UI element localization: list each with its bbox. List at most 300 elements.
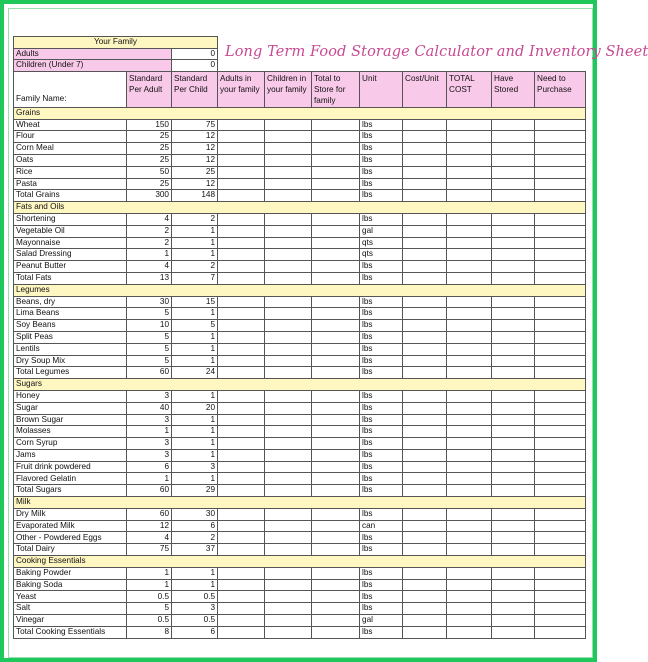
have-stored-cell[interactable] bbox=[492, 461, 535, 473]
children-in-family-cell[interactable] bbox=[265, 626, 312, 638]
cost-unit-cell[interactable] bbox=[403, 249, 447, 261]
cost-unit-cell[interactable] bbox=[403, 343, 447, 355]
total-to-store-cell[interactable] bbox=[312, 414, 360, 426]
children-in-family-cell[interactable] bbox=[265, 603, 312, 615]
need-to-purchase-cell[interactable] bbox=[535, 485, 586, 497]
have-stored-cell[interactable] bbox=[492, 190, 535, 202]
children-in-family-cell[interactable] bbox=[265, 343, 312, 355]
total-to-store-cell[interactable] bbox=[312, 367, 360, 379]
have-stored-cell[interactable] bbox=[492, 449, 535, 461]
adults-in-family-cell[interactable] bbox=[218, 579, 265, 591]
total-cost-cell[interactable] bbox=[447, 579, 492, 591]
children-in-family-cell[interactable] bbox=[265, 154, 312, 166]
adults-in-family-cell[interactable] bbox=[218, 213, 265, 225]
cost-unit-cell[interactable] bbox=[403, 308, 447, 320]
have-stored-cell[interactable] bbox=[492, 343, 535, 355]
adults-in-family-cell[interactable] bbox=[218, 296, 265, 308]
total-cost-cell[interactable] bbox=[447, 249, 492, 261]
adults-in-family-cell[interactable] bbox=[218, 461, 265, 473]
need-to-purchase-cell[interactable] bbox=[535, 213, 586, 225]
adults-in-family-cell[interactable] bbox=[218, 320, 265, 332]
have-stored-cell[interactable] bbox=[492, 414, 535, 426]
cost-unit-cell[interactable] bbox=[403, 320, 447, 332]
adults-in-family-cell[interactable] bbox=[218, 131, 265, 143]
total-cost-cell[interactable] bbox=[447, 178, 492, 190]
children-in-family-cell[interactable] bbox=[265, 296, 312, 308]
have-stored-cell[interactable] bbox=[492, 520, 535, 532]
need-to-purchase-cell[interactable] bbox=[535, 567, 586, 579]
need-to-purchase-cell[interactable] bbox=[535, 402, 586, 414]
have-stored-cell[interactable] bbox=[492, 131, 535, 143]
item-name: Baking Powder bbox=[14, 567, 127, 579]
children-in-family-cell[interactable] bbox=[265, 485, 312, 497]
total-cost-cell[interactable] bbox=[447, 567, 492, 579]
section-row bbox=[14, 107, 586, 119]
total-cost-cell[interactable] bbox=[447, 296, 492, 308]
adults-in-family-cell[interactable] bbox=[218, 367, 265, 379]
need-to-purchase-cell[interactable] bbox=[535, 579, 586, 591]
children-in-family-cell[interactable] bbox=[265, 213, 312, 225]
cost-unit-cell[interactable] bbox=[403, 473, 447, 485]
children-in-family-cell[interactable] bbox=[265, 237, 312, 249]
children-in-family-cell[interactable] bbox=[265, 143, 312, 155]
adults-in-family-cell[interactable] bbox=[218, 615, 265, 627]
total-cost-cell[interactable] bbox=[447, 402, 492, 414]
item-name: Dry Milk bbox=[14, 508, 127, 520]
unit-cell: lbs bbox=[360, 272, 403, 284]
children-in-family-cell[interactable] bbox=[265, 473, 312, 485]
cost-unit-cell[interactable] bbox=[403, 426, 447, 438]
need-to-purchase-cell[interactable] bbox=[535, 225, 586, 237]
have-stored-cell[interactable] bbox=[492, 390, 535, 402]
standard-adult-cell: 5 bbox=[127, 331, 172, 343]
cost-unit-cell[interactable] bbox=[403, 532, 447, 544]
total-to-store-cell[interactable] bbox=[312, 178, 360, 190]
standard-adult-cell: 25 bbox=[127, 143, 172, 155]
cost-unit-cell[interactable] bbox=[403, 579, 447, 591]
total-cost-cell[interactable] bbox=[447, 426, 492, 438]
total-to-store-cell[interactable] bbox=[312, 331, 360, 343]
total-cost-cell[interactable] bbox=[447, 154, 492, 166]
adults-in-family-cell[interactable] bbox=[218, 237, 265, 249]
total-to-store-cell[interactable] bbox=[312, 131, 360, 143]
have-stored-cell[interactable] bbox=[492, 261, 535, 273]
children-in-family-cell[interactable] bbox=[265, 615, 312, 627]
children-in-family-cell[interactable] bbox=[265, 249, 312, 261]
total-to-store-cell[interactable] bbox=[312, 261, 360, 273]
cost-unit-cell[interactable] bbox=[403, 591, 447, 603]
total-cost-cell[interactable] bbox=[447, 190, 492, 202]
total-cost-cell[interactable] bbox=[447, 532, 492, 544]
adults-in-family-cell[interactable] bbox=[218, 190, 265, 202]
total-to-store-cell[interactable] bbox=[312, 249, 360, 261]
standard-child-cell: 1 bbox=[172, 449, 218, 461]
need-to-purchase-cell[interactable] bbox=[535, 190, 586, 202]
total-cost-cell[interactable] bbox=[447, 166, 492, 178]
adults-in-family-cell[interactable] bbox=[218, 119, 265, 131]
adults-in-family-cell[interactable] bbox=[218, 308, 265, 320]
total-cost-cell[interactable] bbox=[447, 213, 492, 225]
total-to-store-cell[interactable] bbox=[312, 426, 360, 438]
adults-in-family-cell[interactable] bbox=[218, 414, 265, 426]
cost-unit-cell[interactable] bbox=[403, 367, 447, 379]
total-cost-cell[interactable] bbox=[447, 355, 492, 367]
total-to-store-cell[interactable] bbox=[312, 508, 360, 520]
children-in-family-cell[interactable] bbox=[265, 591, 312, 603]
need-to-purchase-cell[interactable] bbox=[535, 249, 586, 261]
need-to-purchase-cell[interactable] bbox=[535, 520, 586, 532]
cost-unit-cell[interactable] bbox=[403, 485, 447, 497]
have-stored-cell[interactable] bbox=[492, 249, 535, 261]
cost-unit-cell[interactable] bbox=[403, 178, 447, 190]
total-to-store-cell[interactable] bbox=[312, 296, 360, 308]
cost-unit-cell[interactable] bbox=[403, 119, 447, 131]
total-cost-cell[interactable] bbox=[447, 131, 492, 143]
need-to-purchase-cell[interactable] bbox=[535, 237, 586, 249]
cost-unit-cell[interactable] bbox=[403, 615, 447, 627]
have-stored-cell[interactable] bbox=[492, 213, 535, 225]
total-cost-cell[interactable] bbox=[447, 119, 492, 131]
item-name: Total Cooking Essentials bbox=[14, 626, 127, 638]
have-stored-cell[interactable] bbox=[492, 166, 535, 178]
adults-in-family-cell[interactable] bbox=[218, 508, 265, 520]
unit-cell: lbs bbox=[360, 308, 403, 320]
total-to-store-cell[interactable] bbox=[312, 591, 360, 603]
have-stored-cell[interactable] bbox=[492, 331, 535, 343]
children-in-family-cell[interactable] bbox=[265, 119, 312, 131]
adults-in-family-cell[interactable] bbox=[218, 449, 265, 461]
adults-in-family-cell[interactable] bbox=[218, 390, 265, 402]
have-stored-cell[interactable] bbox=[492, 355, 535, 367]
total-cost-cell[interactable] bbox=[447, 473, 492, 485]
total-to-store-cell[interactable] bbox=[312, 615, 360, 627]
need-to-purchase-cell[interactable] bbox=[535, 591, 586, 603]
total-cost-cell[interactable] bbox=[447, 461, 492, 473]
total-to-store-cell[interactable] bbox=[312, 320, 360, 332]
total-to-store-cell[interactable] bbox=[312, 225, 360, 237]
total-cost-cell[interactable] bbox=[447, 367, 492, 379]
cost-unit-cell[interactable] bbox=[403, 390, 447, 402]
total-cost-cell[interactable] bbox=[447, 544, 492, 556]
cost-unit-cell[interactable] bbox=[403, 331, 447, 343]
total-cost-cell[interactable] bbox=[447, 331, 492, 343]
cost-unit-cell[interactable] bbox=[403, 603, 447, 615]
have-stored-cell[interactable] bbox=[492, 579, 535, 591]
need-to-purchase-cell[interactable] bbox=[535, 426, 586, 438]
adults-in-family-cell[interactable] bbox=[218, 261, 265, 273]
total-to-store-cell[interactable] bbox=[312, 520, 360, 532]
total-to-store-cell[interactable] bbox=[312, 154, 360, 166]
children-in-family-cell[interactable] bbox=[265, 190, 312, 202]
need-to-purchase-cell[interactable] bbox=[535, 261, 586, 273]
need-to-purchase-cell[interactable] bbox=[535, 308, 586, 320]
cost-unit-cell[interactable] bbox=[403, 272, 447, 284]
children-in-family-cell[interactable] bbox=[265, 367, 312, 379]
need-to-purchase-cell[interactable] bbox=[535, 320, 586, 332]
children-in-family-cell[interactable] bbox=[265, 331, 312, 343]
adults-in-family-cell[interactable] bbox=[218, 355, 265, 367]
have-stored-cell[interactable] bbox=[492, 508, 535, 520]
total-to-store-cell[interactable] bbox=[312, 473, 360, 485]
total-to-store-cell[interactable] bbox=[312, 166, 360, 178]
total-to-store-cell[interactable] bbox=[312, 532, 360, 544]
total-to-store-cell[interactable] bbox=[312, 119, 360, 131]
need-to-purchase-cell[interactable] bbox=[535, 131, 586, 143]
total-cost-cell[interactable] bbox=[447, 615, 492, 627]
need-to-purchase-cell[interactable] bbox=[535, 331, 586, 343]
have-stored-cell[interactable] bbox=[492, 178, 535, 190]
unit-cell: lbs bbox=[360, 143, 403, 155]
standard-adult-cell: 0.5 bbox=[127, 615, 172, 627]
children-in-family-cell[interactable] bbox=[265, 131, 312, 143]
need-to-purchase-cell[interactable] bbox=[535, 296, 586, 308]
have-stored-cell[interactable] bbox=[492, 402, 535, 414]
item-name: Flour bbox=[14, 131, 127, 143]
children-in-family-cell[interactable] bbox=[265, 508, 312, 520]
children-in-family-cell[interactable] bbox=[265, 320, 312, 332]
cost-unit-cell[interactable] bbox=[403, 414, 447, 426]
total-cost-cell[interactable] bbox=[447, 591, 492, 603]
children-in-family-cell[interactable] bbox=[265, 567, 312, 579]
children-in-family-cell[interactable] bbox=[265, 461, 312, 473]
total-cost-cell[interactable] bbox=[447, 308, 492, 320]
children-in-family-cell[interactable] bbox=[265, 225, 312, 237]
adults-in-family-cell[interactable] bbox=[218, 603, 265, 615]
children-in-family-cell[interactable] bbox=[265, 402, 312, 414]
need-to-purchase-cell[interactable] bbox=[535, 449, 586, 461]
adults-in-family-cell[interactable] bbox=[218, 473, 265, 485]
need-to-purchase-cell[interactable] bbox=[535, 438, 586, 450]
total-to-store-cell[interactable] bbox=[312, 544, 360, 556]
need-to-purchase-cell[interactable] bbox=[535, 544, 586, 556]
cost-unit-cell[interactable] bbox=[403, 508, 447, 520]
cost-unit-cell[interactable] bbox=[403, 626, 447, 638]
adults-in-family-cell[interactable] bbox=[218, 426, 265, 438]
total-cost-cell[interactable] bbox=[447, 237, 492, 249]
total-to-store-cell[interactable] bbox=[312, 485, 360, 497]
total-cost-cell[interactable] bbox=[447, 520, 492, 532]
need-to-purchase-cell[interactable] bbox=[535, 615, 586, 627]
cost-unit-cell[interactable] bbox=[403, 544, 447, 556]
cost-unit-cell[interactable] bbox=[403, 225, 447, 237]
total-cost-cell[interactable] bbox=[447, 438, 492, 450]
have-stored-cell[interactable] bbox=[492, 119, 535, 131]
standard-child-cell: 37 bbox=[172, 544, 218, 556]
cost-unit-cell[interactable] bbox=[403, 520, 447, 532]
adults-in-family-cell[interactable] bbox=[218, 249, 265, 261]
adults-input[interactable]: 0 bbox=[172, 48, 218, 60]
adults-in-family-cell[interactable] bbox=[218, 154, 265, 166]
need-to-purchase-cell[interactable] bbox=[535, 390, 586, 402]
have-stored-cell[interactable] bbox=[492, 308, 535, 320]
cost-unit-cell[interactable] bbox=[403, 449, 447, 461]
total-to-store-cell[interactable] bbox=[312, 603, 360, 615]
need-to-purchase-cell[interactable] bbox=[535, 603, 586, 615]
adults-in-family-cell[interactable] bbox=[218, 343, 265, 355]
have-stored-cell[interactable] bbox=[492, 485, 535, 497]
have-stored-cell[interactable] bbox=[492, 225, 535, 237]
have-stored-cell[interactable] bbox=[492, 237, 535, 249]
adults-in-family-cell[interactable] bbox=[218, 520, 265, 532]
need-to-purchase-cell[interactable] bbox=[535, 178, 586, 190]
adults-in-family-cell[interactable] bbox=[218, 272, 265, 284]
item-name: Total Grains bbox=[14, 190, 127, 202]
have-stored-cell[interactable] bbox=[492, 615, 535, 627]
need-to-purchase-cell[interactable] bbox=[535, 355, 586, 367]
children-in-family-cell[interactable] bbox=[265, 449, 312, 461]
cost-unit-cell[interactable] bbox=[403, 131, 447, 143]
have-stored-cell[interactable] bbox=[492, 591, 535, 603]
total-to-store-cell[interactable] bbox=[312, 308, 360, 320]
total-to-store-cell[interactable] bbox=[312, 355, 360, 367]
children-in-family-cell[interactable] bbox=[265, 414, 312, 426]
need-to-purchase-cell[interactable] bbox=[535, 414, 586, 426]
cost-unit-cell[interactable] bbox=[403, 166, 447, 178]
have-stored-cell[interactable] bbox=[492, 320, 535, 332]
total-cost-cell[interactable] bbox=[447, 343, 492, 355]
cost-unit-cell[interactable] bbox=[403, 261, 447, 273]
standard-adult-cell: 0.5 bbox=[127, 591, 172, 603]
cost-unit-cell[interactable] bbox=[403, 237, 447, 249]
total-cost-cell[interactable] bbox=[447, 143, 492, 155]
children-in-family-cell[interactable] bbox=[265, 579, 312, 591]
total-to-store-cell[interactable] bbox=[312, 402, 360, 414]
adults-in-family-cell[interactable] bbox=[218, 532, 265, 544]
children-in-family-cell[interactable] bbox=[265, 390, 312, 402]
family-heading: Your Family bbox=[14, 37, 218, 49]
cost-unit-cell[interactable] bbox=[403, 296, 447, 308]
cost-unit-cell[interactable] bbox=[403, 567, 447, 579]
total-to-store-cell[interactable] bbox=[312, 237, 360, 249]
adults-in-family-cell[interactable] bbox=[218, 438, 265, 450]
item-name: Shortening bbox=[14, 213, 127, 225]
children-in-family-cell[interactable] bbox=[265, 355, 312, 367]
need-to-purchase-cell[interactable] bbox=[535, 532, 586, 544]
cost-unit-cell[interactable] bbox=[403, 402, 447, 414]
children-in-family-cell[interactable] bbox=[265, 308, 312, 320]
need-to-purchase-cell[interactable] bbox=[535, 119, 586, 131]
total-cost-cell[interactable] bbox=[447, 508, 492, 520]
total-to-store-cell[interactable] bbox=[312, 579, 360, 591]
total-to-store-cell[interactable] bbox=[312, 461, 360, 473]
standard-adult-cell: 300 bbox=[127, 190, 172, 202]
adults-in-family-cell[interactable] bbox=[218, 143, 265, 155]
unit-cell: qts bbox=[360, 249, 403, 261]
section-row bbox=[14, 556, 586, 568]
need-to-purchase-cell[interactable] bbox=[535, 343, 586, 355]
have-stored-cell[interactable] bbox=[492, 532, 535, 544]
adults-in-family-cell[interactable] bbox=[218, 591, 265, 603]
table-row bbox=[14, 402, 586, 414]
total-to-store-cell[interactable] bbox=[312, 190, 360, 202]
cost-unit-cell[interactable] bbox=[403, 190, 447, 202]
cost-unit-cell[interactable] bbox=[403, 438, 447, 450]
children-input[interactable]: 0 bbox=[172, 60, 218, 72]
total-cost-cell[interactable] bbox=[447, 225, 492, 237]
total-cost-cell[interactable] bbox=[447, 485, 492, 497]
total-cost-cell[interactable] bbox=[447, 414, 492, 426]
children-in-family-cell[interactable] bbox=[265, 261, 312, 273]
need-to-purchase-cell[interactable] bbox=[535, 154, 586, 166]
need-to-purchase-cell[interactable] bbox=[535, 473, 586, 485]
have-stored-cell[interactable] bbox=[492, 296, 535, 308]
cost-unit-cell[interactable] bbox=[403, 213, 447, 225]
need-to-purchase-cell[interactable] bbox=[535, 626, 586, 638]
cost-unit-cell[interactable] bbox=[403, 461, 447, 473]
total-cost-cell[interactable] bbox=[447, 603, 492, 615]
have-stored-cell[interactable] bbox=[492, 603, 535, 615]
adults-in-family-cell[interactable] bbox=[218, 166, 265, 178]
adults-in-family-cell[interactable] bbox=[218, 225, 265, 237]
have-stored-cell[interactable] bbox=[492, 143, 535, 155]
need-to-purchase-cell[interactable] bbox=[535, 166, 586, 178]
children-in-family-cell[interactable] bbox=[265, 438, 312, 450]
total-to-store-cell[interactable] bbox=[312, 567, 360, 579]
have-stored-cell[interactable] bbox=[492, 626, 535, 638]
children-in-family-cell[interactable] bbox=[265, 426, 312, 438]
total-cost-cell[interactable] bbox=[447, 320, 492, 332]
have-stored-cell[interactable] bbox=[492, 154, 535, 166]
have-stored-cell[interactable] bbox=[492, 567, 535, 579]
have-stored-cell[interactable] bbox=[492, 272, 535, 284]
have-stored-cell[interactable] bbox=[492, 426, 535, 438]
need-to-purchase-cell[interactable] bbox=[535, 508, 586, 520]
have-stored-cell[interactable] bbox=[492, 367, 535, 379]
need-to-purchase-cell[interactable] bbox=[535, 367, 586, 379]
cost-unit-cell[interactable] bbox=[403, 355, 447, 367]
total-to-store-cell[interactable] bbox=[312, 390, 360, 402]
total-cost-cell[interactable] bbox=[447, 626, 492, 638]
children-in-family-cell[interactable] bbox=[265, 532, 312, 544]
need-to-purchase-cell[interactable] bbox=[535, 143, 586, 155]
total-cost-cell[interactable] bbox=[447, 261, 492, 273]
adults-in-family-cell[interactable] bbox=[218, 402, 265, 414]
cost-unit-cell[interactable] bbox=[403, 154, 447, 166]
children-in-family-cell[interactable] bbox=[265, 166, 312, 178]
have-stored-cell[interactable] bbox=[492, 473, 535, 485]
total-cost-cell[interactable] bbox=[447, 449, 492, 461]
total-to-store-cell[interactable] bbox=[312, 438, 360, 450]
unit-cell: lbs bbox=[360, 343, 403, 355]
adults-in-family-cell[interactable] bbox=[218, 567, 265, 579]
have-stored-cell[interactable] bbox=[492, 544, 535, 556]
total-to-store-cell[interactable] bbox=[312, 143, 360, 155]
total-cost-cell[interactable] bbox=[447, 390, 492, 402]
total-to-store-cell[interactable] bbox=[312, 343, 360, 355]
children-in-family-cell[interactable] bbox=[265, 544, 312, 556]
table-row bbox=[14, 520, 586, 532]
have-stored-cell[interactable] bbox=[492, 438, 535, 450]
adults-in-family-cell[interactable] bbox=[218, 178, 265, 190]
children-in-family-cell[interactable] bbox=[265, 272, 312, 284]
children-in-family-cell[interactable] bbox=[265, 178, 312, 190]
total-to-store-cell[interactable] bbox=[312, 272, 360, 284]
total-to-store-cell[interactable] bbox=[312, 213, 360, 225]
total-to-store-cell[interactable] bbox=[312, 449, 360, 461]
standard-adult-cell: 30 bbox=[127, 296, 172, 308]
adults-in-family-cell[interactable] bbox=[218, 626, 265, 638]
adults-in-family-cell[interactable] bbox=[218, 485, 265, 497]
children-in-family-cell[interactable] bbox=[265, 520, 312, 532]
adults-in-family-cell[interactable] bbox=[218, 544, 265, 556]
unit-cell: lbs bbox=[360, 402, 403, 414]
need-to-purchase-cell[interactable] bbox=[535, 461, 586, 473]
cost-unit-cell[interactable] bbox=[403, 143, 447, 155]
total-cost-cell[interactable] bbox=[447, 272, 492, 284]
adults-in-family-cell[interactable] bbox=[218, 331, 265, 343]
need-to-purchase-cell[interactable] bbox=[535, 272, 586, 284]
total-to-store-cell[interactable] bbox=[312, 626, 360, 638]
